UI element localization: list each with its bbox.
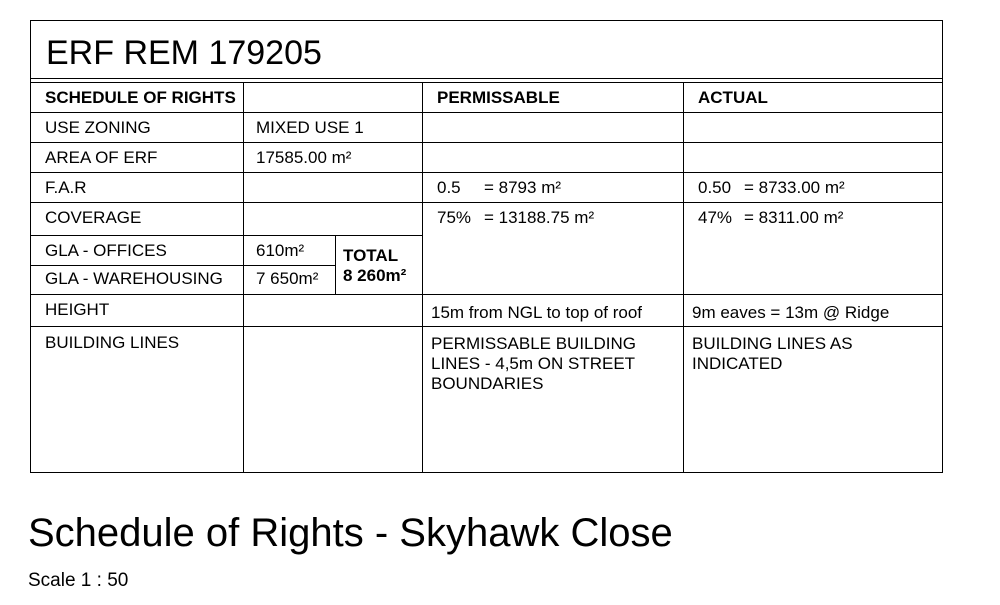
column-divider <box>422 82 423 472</box>
coverage-permissable-ratio: 75% <box>437 208 472 227</box>
far-actual-value: = 8733.00 m² <box>744 178 845 197</box>
building-lines-actual: BUILDING LINES AS INDICATED <box>692 334 853 373</box>
coverage-actual-ratio: 47% <box>698 208 733 227</box>
use-zoning-label: USE ZONING <box>45 118 151 137</box>
far-permissable-value: = 8793 m² <box>484 178 562 197</box>
row-divider <box>31 265 335 266</box>
header-schedule: SCHEDULE OF RIGHTS <box>45 88 236 107</box>
far-actual-ratio: 0.50 <box>698 178 732 197</box>
building-lines-label: BUILDING LINES <box>45 333 180 352</box>
coverage-actual-value: = 8311.00 m² <box>744 208 844 227</box>
row-divider <box>31 172 942 173</box>
far-permissable-ratio: 0.5 <box>437 178 461 197</box>
coverage-permissable-value: = 13188.75 m² <box>484 208 595 227</box>
far-label: F.A.R <box>45 178 87 197</box>
gla-offices-value: 610m² <box>256 241 305 260</box>
gla-warehousing-value: 7 650m² <box>256 269 319 288</box>
drawing-caption: Schedule of Rights - Skyhawk Close <box>28 511 673 555</box>
drawing-scale: Scale 1 : 50 <box>28 570 129 591</box>
gla-offices-label: GLA - OFFICES <box>45 241 167 260</box>
height-actual: 9m eaves = 13m @ Ridge <box>692 303 890 322</box>
title-divider-line <box>31 78 942 79</box>
gla-total-value: 8 260m² <box>343 266 407 285</box>
row-divider <box>31 142 942 143</box>
gla-total-label: TOTAL <box>343 246 399 265</box>
row-divider <box>31 202 942 203</box>
height-label: HEIGHT <box>45 300 110 319</box>
column-divider <box>335 235 336 294</box>
height-permissable: 15m from NGL to top of roof <box>431 303 643 322</box>
column-divider <box>683 82 684 472</box>
header-permissable: PERMISSABLE <box>437 88 560 107</box>
title-divider-line-2 <box>31 82 942 83</box>
column-divider <box>243 82 244 472</box>
erf-title: ERF REM 179205 <box>46 34 322 72</box>
area-of-erf-label: AREA OF ERF <box>45 148 158 167</box>
use-zoning-value: MIXED USE 1 <box>256 118 364 137</box>
area-of-erf-value: 17585.00 m² <box>256 148 352 167</box>
building-lines-permissable: PERMISSABLE BUILDING LINES - 4,5m ON STREET BOUNDARIES <box>431 334 637 393</box>
coverage-label: COVERAGE <box>45 208 142 227</box>
gla-warehousing-label: GLA - WAREHOUSING <box>45 269 223 288</box>
header-actual: ACTUAL <box>698 88 768 107</box>
row-divider <box>31 112 942 113</box>
row-divider <box>31 326 942 327</box>
row-divider <box>31 235 422 236</box>
schedule-of-rights-sheet <box>30 20 943 473</box>
row-divider <box>31 294 942 295</box>
